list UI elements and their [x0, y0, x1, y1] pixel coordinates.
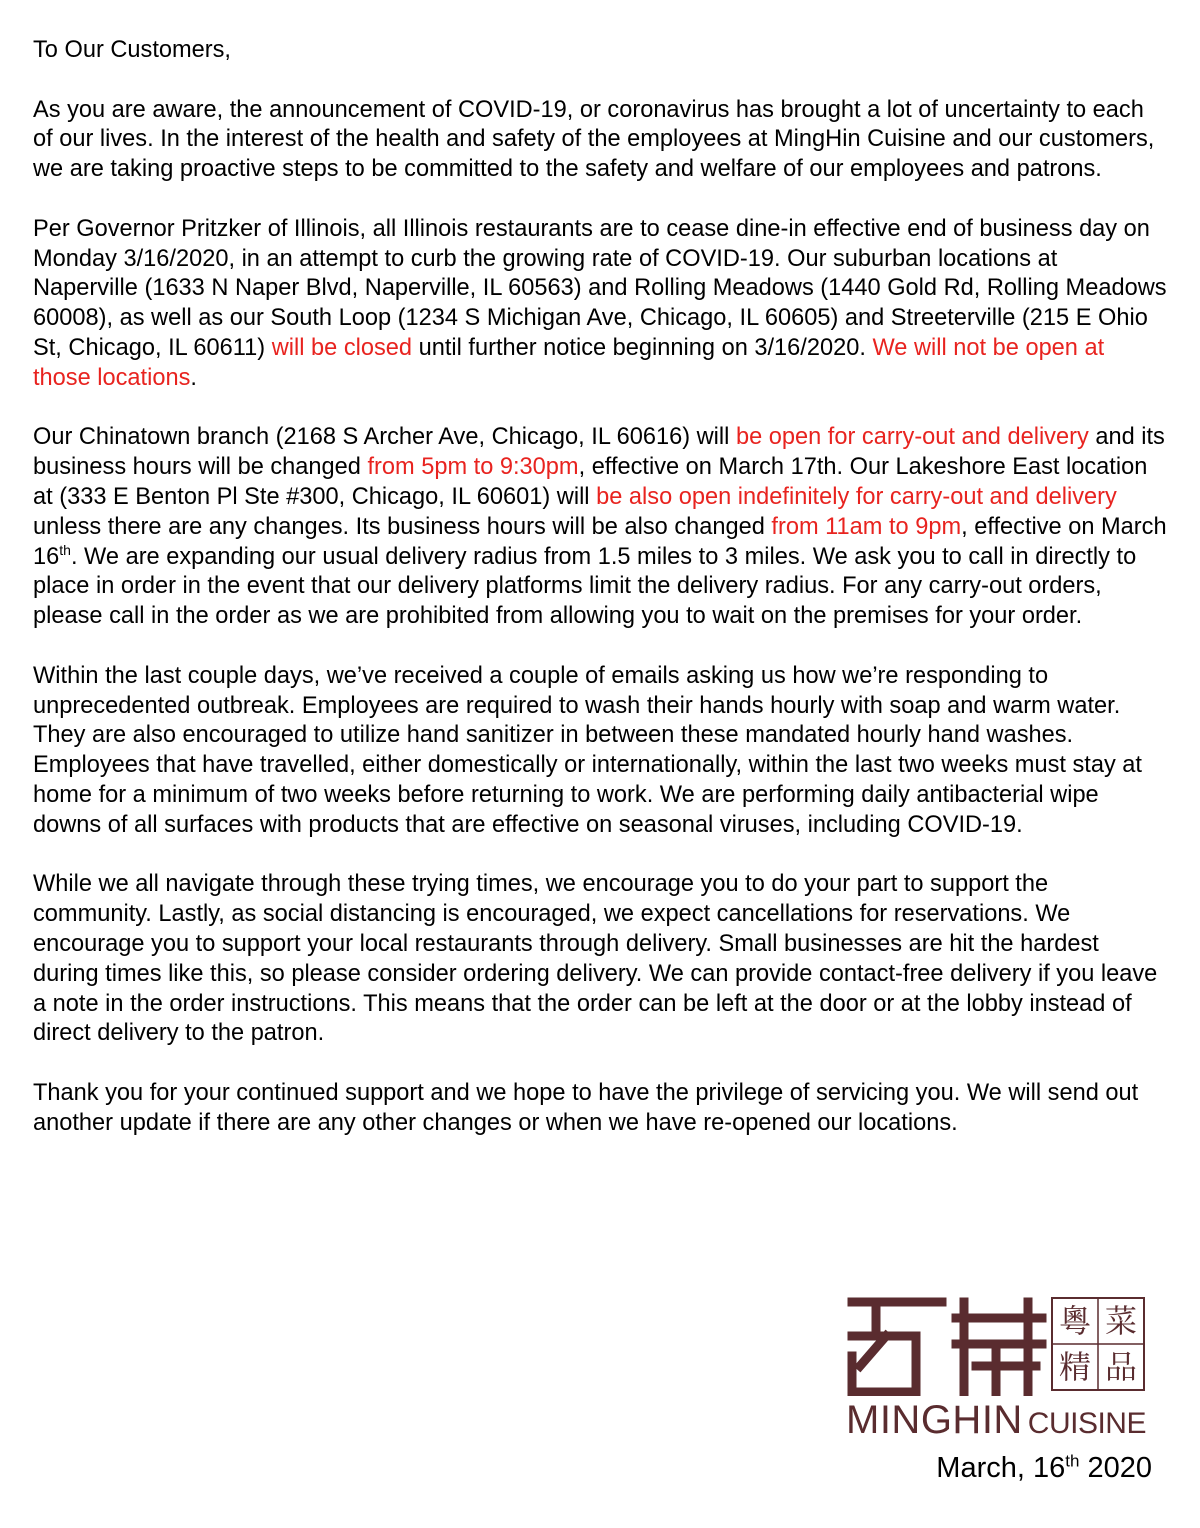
open-text-j: . We are expanding our usual delivery radius from 1.5 miles to 3 miles. We ask you to call in directly to place in order in the event that our delivery platforms limit the delivery radius. For any carry-out orders, please call in the order as we are prohibited from allowing you to wait on the premises for your order.	[33, 543, 1137, 630]
closures-highlight-not-open: We will not be open at those locations	[33, 334, 1105, 391]
date-ordinal: th	[1065, 1451, 1080, 1471]
logo-char-1: 粵	[1058, 1302, 1092, 1340]
open-text-g: unless there are any changes. Its business hours will be also changed	[33, 513, 772, 540]
salutation: To Our Customers,	[33, 37, 231, 63]
paragraph-closures	[33, 215, 1168, 394]
paragraph-safety: Within the last couple days, we’ve received a couple of emails asking us how we’re responding to unprecedented outbreak. Employees are required to wash their hands hourly with soap and warm water. They are also encouraged to utilize hand sanitizer in between these mandated hourly hand washes. Employees that have travelled, either domestically or internationally, within the last two weeks must stay at home for a minimum of two weeks before returning to work. We are performing daily antibacterial wipe downs of all surfaces with products that are effective on seasonal viruses, including COVID-19.	[33, 662, 1142, 838]
closures-highlight-closed: will be closed	[271, 334, 413, 361]
open-highlight-chinatown: be open for carry-out and delivery	[735, 424, 1089, 451]
date-year: 2020	[1079, 1452, 1152, 1484]
date-prefix: March, 16	[936, 1452, 1066, 1484]
logo-brand-cuisine: CUISINE	[1027, 1407, 1146, 1440]
paragraph-support: While we all navigate through these trying times, we encourage you to do your part to support the community. Lastly, as social distancing is encouraged, we expect cancellations for reservations. We encourage you to support your local restaurants through delivery. Small businesses are hit the hardest during times like this, so please consider ordering delivery. We can provide contact-free delivery if you leave a note in the order instructions. This means that the order can be left at the door or at the lobby instead of direct delivery to the patron.	[33, 871, 1158, 1047]
open-text-e: , effective on March 17th. Our Lakeshore East location at (333 E Benton Pl Ste #300, Chicago, IL 60601) will	[33, 454, 1148, 510]
paragraph-intro: As you are aware, the announcement of COVID-19, or coronavirus has brought a lot of uncertainty to each of our lives. In the interest of the health and safety of the employees at MingHin Cuisine and our customers, we are taking proactive steps to be committed to the safety and welfare of our employees and patrons.	[33, 96, 1155, 183]
letter-date	[936, 1452, 1152, 1484]
open-highlight-lakeshore: be also open indefinitely for carry-out and delivery	[596, 483, 1117, 510]
open-text-a: Our Chinatown branch (2168 S Archer Ave, Chicago, IL 60616) will	[33, 424, 736, 451]
logo-main-characters	[852, 1302, 1042, 1392]
minghin-logo	[846, 1296, 1152, 1442]
logo-brand-name: MINGHIN	[846, 1398, 1023, 1442]
logo-char-3: 精	[1058, 1348, 1092, 1386]
logo-wordmark	[846, 1398, 1152, 1443]
open-highlight-lakeshore-hours: from 11am to 9pm	[771, 513, 962, 540]
logo-char-2: 菜	[1104, 1302, 1138, 1340]
closures-text-a: Per Governor Pritzker of Illinois, all Illinois restaurants are to cease dine-in effective end of business day on Monday 3/16/2020, in an attempt to curb the growing rate of COVID-19. Our suburban locations at Naperville (1633 N Naper Blvd, Naperville, IL 60563) and Rolling Meadows (1440 Gold Rd, Rolling Meadows 60008), as well as our South Loop (1234 S Michigan Ave, Chicago, IL 60605) and Streeterville (215 E Ohio St, Chicago, IL 60611)	[33, 215, 1167, 361]
open-text-ordinal: th	[59, 541, 71, 558]
closures-text-c: until further notice beginning on 3/16/2020.	[412, 334, 873, 361]
closures-text-e: .	[190, 364, 197, 391]
minghin-logo-mark	[846, 1296, 1152, 1396]
open-highlight-chinatown-hours: from 5pm to 9:30pm	[367, 454, 579, 481]
paragraph-thanks: Thank you for your continued support and we hope to have the privilege of servicing you. We will send out another update if there are any other changes or when we have re-opened our locations.	[33, 1079, 1139, 1136]
letter-body	[33, 36, 1168, 1168]
open-text-i: , effective on March 16	[33, 513, 1167, 570]
paragraph-open-locations	[33, 423, 1168, 632]
open-text-c: and its business hours will be changed	[33, 424, 1165, 481]
logo-char-4: 品	[1104, 1348, 1138, 1386]
